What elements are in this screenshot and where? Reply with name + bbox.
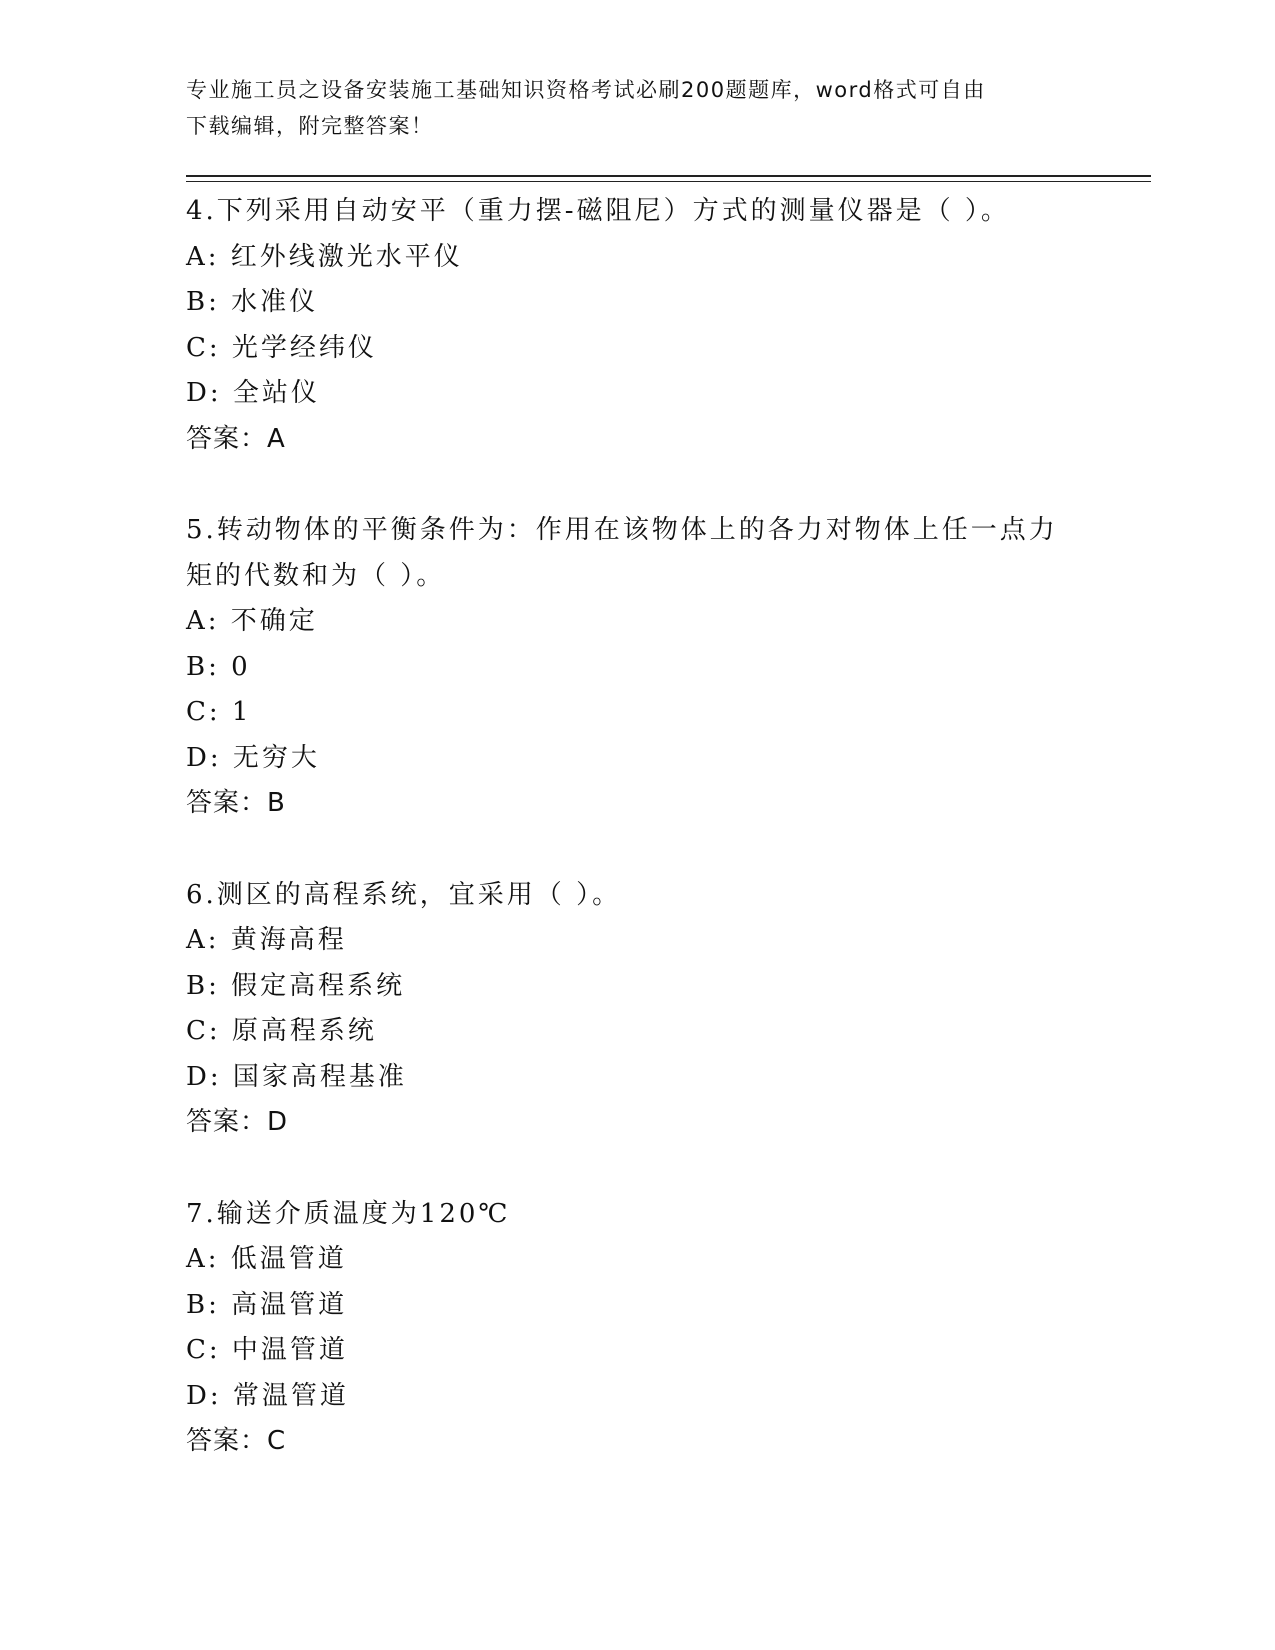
option-b: B: 0 [186, 651, 251, 682]
header-divider-thin [186, 181, 1151, 182]
document-header [186, 72, 1086, 144]
option-b: B: 假定高程系统 [186, 970, 406, 1001]
option-a: A: 黄海高程 [186, 925, 347, 955]
header-line-1: 专业施工员之设备安装施工基础知识资格考试必刷200题题库，word格式可自由 [186, 78, 986, 102]
option-d: D: 无穷大 [186, 742, 320, 773]
question-stem: 7.输送介质温度为120℃ [186, 1198, 511, 1229]
question-stem: 5.转动物体的平衡条件为：作用在该物体上的各力对物体上任一点力 [186, 515, 1058, 545]
answer-label: 答案：D [186, 1107, 289, 1137]
option-a: A: 红外线激光水平仪 [186, 241, 463, 272]
question-7 [186, 1192, 1086, 1465]
question-6 [186, 873, 1086, 1146]
question-5 [186, 508, 1086, 827]
question-stem-continued: 矩的代数和为（ ）。 [186, 560, 446, 591]
option-c: C: 中温管道 [186, 1335, 348, 1365]
header-line-2: 下载编辑，附完整答案！ [186, 114, 434, 138]
question-list [186, 189, 1086, 1511]
option-c: C: 原高程系统 [186, 1016, 377, 1046]
answer-label: 答案：A [186, 423, 286, 454]
option-d: D: 全站仪 [186, 378, 320, 408]
option-c: C: 光学经纬仪 [186, 332, 377, 363]
answer-label: 答案：C [186, 1426, 287, 1456]
question-stem: 6.测区的高程系统，宜采用（ ）。 [186, 879, 622, 910]
answer-label: 答案：B [186, 788, 286, 818]
option-a: A: 不确定 [186, 606, 318, 636]
option-b: B: 水准仪 [186, 287, 319, 317]
question-4 [186, 189, 1086, 462]
option-d: D: 常温管道 [186, 1380, 349, 1411]
question-stem: 4.下列采用自动安平（重力摆-磁阻尼）方式的测量仪器是（ ）。 [186, 196, 1010, 226]
option-d: D: 国家高程基准 [186, 1061, 407, 1092]
option-a: A: 低温管道 [186, 1244, 347, 1274]
option-c: C: 1 [186, 697, 252, 727]
header-divider-thick [186, 175, 1151, 177]
option-b: B: 高温管道 [186, 1289, 348, 1320]
